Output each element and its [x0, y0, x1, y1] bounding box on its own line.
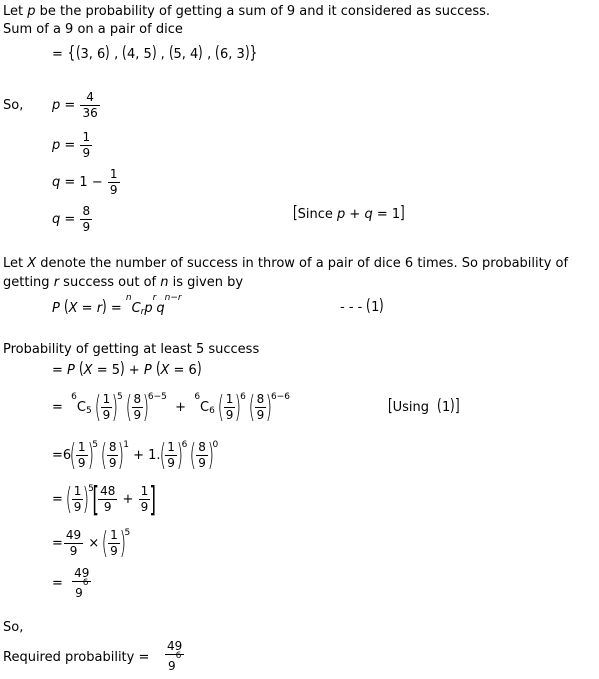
- required-probability-label: Required probability =: [3, 650, 150, 665]
- since-note: [Since p + q = 1]: [292, 203, 405, 223]
- dice-set-equation: = {(3, 6) , (4, 5) , (5, 4) , (6, 3)}: [52, 43, 258, 63]
- q-equation-2: q = $\frac{8}{9}$: [52, 204, 91, 234]
- using-note: [Using (1)]: [387, 396, 460, 416]
- definition-line-1: Let X denote the number of success in throw of a pair of dice 6 times. So probability of: [3, 256, 569, 271]
- p-equation-2: p = $\frac{1}{9}$: [52, 130, 91, 160]
- atleast-heading: Probability of getting at least 5 success: [3, 342, 260, 357]
- definition-line-2: getting r success out of n is given by: [3, 275, 244, 290]
- q-equation-1: q = 1 − $\frac{1}{9}$: [52, 167, 118, 197]
- intro-line-1: Let p be the probability of getting a sum of 9 and it considered as success.: [3, 4, 491, 19]
- required-probability-value: $\frac{49}{9^6}$: [167, 639, 183, 673]
- atleast-step-3: =6( $\frac{1}{9}$ )$^5$ ( $\frac{8}{9}$ )$^1$ + 1.( $\frac{1}{9}$ )$^6$ ( $\frac{8}{9}$ )$^0$: [52, 437, 219, 473]
- so-label-2: So,: [3, 620, 24, 635]
- binomial-formula: P $(X = r) = ^nC_rp^rq^{n-r}$: [52, 293, 182, 317]
- atleast-step-1: = P (X = 5) + P (X = 6): [52, 359, 202, 379]
- intro-line-2: Sum of a 9 on a pair of dice: [3, 22, 183, 37]
- atleast-step-4: = ( $\frac{1}{9}$ )$^5$[ $\frac{48}{9}$ + $\frac{1}{9}$ ]: [52, 479, 157, 520]
- atleast-step-5: = $\frac{49}{9}$ × ( $\frac{1}{9}$ )$^5$: [52, 525, 131, 561]
- formula-label: - - - (1): [340, 296, 385, 316]
- atleast-step-2: = $^6C_5$ ( $\frac{1}{9}$ )$^5$ ( $\frac{8}{9}$ )$^{6-5} + ^6C_6$ ( $\frac{1}{9}$ )$^6$ ( $\frac{8}{9}$ )$^{6-6}$: [52, 389, 291, 425]
- atleast-step-6: = $\frac{49}{9^6}$: [52, 566, 90, 600]
- p-equation-1: p = $\frac{4}{36}$: [52, 90, 98, 120]
- so-label-1: So,: [3, 98, 24, 113]
